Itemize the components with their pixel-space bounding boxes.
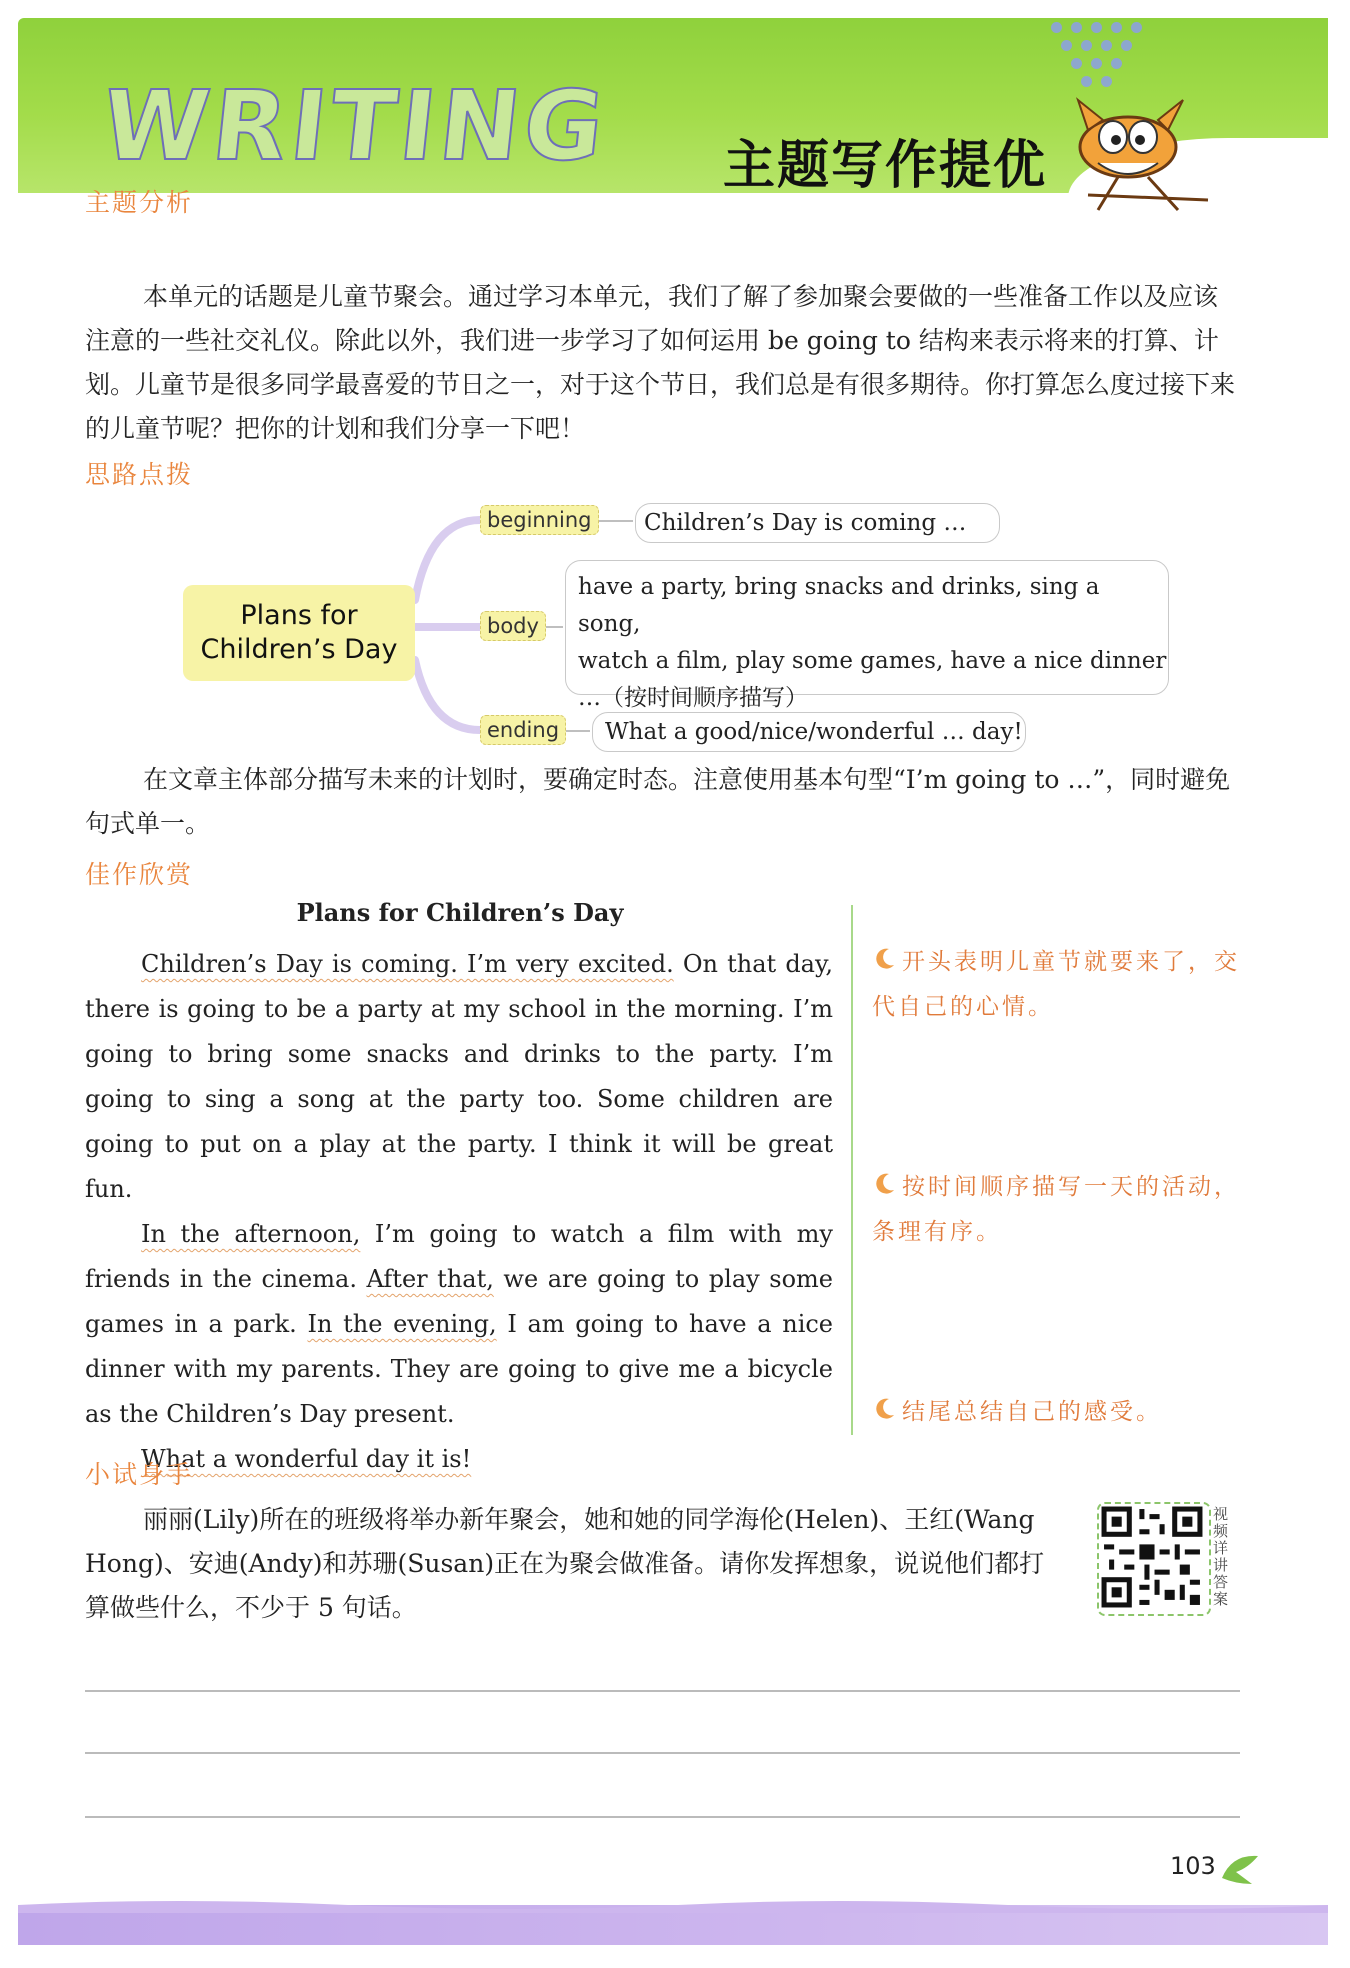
qr-code[interactable] [1097,1502,1211,1616]
essay-underlined-evening: In the evening, [307,1310,497,1338]
mindmap-body-box [565,560,1169,711]
essay-p1-text: On that day, there is going to be a party at my school in the morning. I’m going to bring some snacks and drinks to the party. I’m going to sing a song at the party too. Some children are going to put on a play at the party. I think it will be great fun. [85,950,833,1203]
mindmap-tag-body: body [480,611,546,641]
section-label-model: 佳作欣赏 [85,860,194,889]
analysis-text: 本单元的话题是儿童节聚会。通过学习本单元，我们了解了参加聚会要做的一些准备工作以及应该注意的一些社交礼仪。除此以外，我们进一步学习了如何运用 be going to 结构来表示将来的打算、计划。儿童节是很多同学最喜爱的节日之一，对于这个节日，我们总是有很多期待。你打算怎么度过接下来的儿童节呢？把你的计划和我们分享一下吧！ [85,282,1236,443]
moon-note-icon [872,946,898,972]
essay-paragraph-2 [85,1212,833,1437]
mindmap-tag-beginning: beginning [480,505,599,535]
exercise-paragraph [85,1498,1060,1630]
writing-line-3[interactable] [85,1816,1240,1818]
mindmap-body-line1: have a party, bring snacks and drinks, sing a song, [578,574,1100,637]
annotation-3 [872,1390,1242,1435]
model-essay [85,942,833,1482]
annotation-1-text: 开头表明儿童节就要来了，交代自己的心情。 [872,949,1240,1020]
mindmap-body-line3: …（按时间顺序描写） [578,685,808,711]
writing-line-1[interactable] [85,1690,1240,1692]
mindmap-center-line1: Plans for [240,600,358,631]
footer-band [18,1905,1328,1945]
writing-line-2[interactable] [85,1752,1240,1754]
exercise-text: 丽丽(Lily)所在的班级将举办新年聚会，她和她的同学海伦(Helen)、王红(Wang Hong)、安迪(Andy)和苏珊(Susan)正在为聚会做准备。请你发挥想象，说说他们都打算做些什么，不少于 5 句话。 [85,1505,1045,1622]
essay-underlined-after-that: After that, [366,1265,494,1293]
qr-caption: 视频详讲答案 [1213,1505,1229,1608]
ideas-tip-text: 在文章主体部分描写未来的计划时，要确定时态。注意使用基本句型“I’m going to …”，同时避免句式单一。 [85,765,1231,838]
section-label-exercise: 小试身手 [85,1460,194,1489]
essay-p2-text-2: we are going to play some games in a park. [85,1265,833,1338]
mindmap-body-line2: watch a film, play some games, have a nice dinner [578,648,1167,674]
mindmap-tag-ending: ending [480,715,566,745]
page-title: 主题写作提优 [723,136,1048,193]
essay-underlined-closing: What a wonderful day it is! [141,1445,472,1473]
mindmap-ending-box: What a good/nice/wonderful … day! [592,712,1026,752]
essay-paragraph-3 [85,1437,833,1482]
annotation-3-text: 结尾总结自己的感受。 [902,1399,1162,1425]
mindmap-center-line2: Children’s Day [200,634,398,665]
essay-divider [851,905,853,1435]
essay-paragraph-1 [85,942,833,1212]
annotation-2-text: 按时间顺序描写一天的活动，条理有序。 [872,1174,1240,1245]
ideas-tip-paragraph [85,758,1240,846]
page-number: 103 [1170,1852,1216,1880]
mindmap-center [183,585,415,681]
writing-banner-word: WRITING [97,70,613,182]
essay-p2-text-3: I am going to have a nice dinner with my parents. They are going to give me a bicycle as the Children’s Day present. [85,1310,834,1428]
qr-code-icon [1099,1504,1205,1610]
section-label-ideas: 思路点拨 [85,460,194,489]
annotation-1 [872,940,1242,1030]
essay-p2-text-1: I’m going to watch a film with my friends in the cinema. [85,1220,833,1293]
section-label-analysis: 主题分析 [85,188,194,217]
mindmap-beginning-box: Children’s Day is coming … [635,503,1000,543]
leaf-bird-icon [1218,1848,1262,1888]
essay-title: Plans for Children’s Day [296,898,624,927]
essay-underlined-opening: Children’s Day is coming. I’m very excited. [141,950,674,978]
essay-underlined-afternoon: In the afternoon, [141,1220,361,1248]
annotation-2 [872,1165,1242,1255]
moon-note-icon [872,1171,898,1197]
moon-note-icon [872,1396,898,1422]
